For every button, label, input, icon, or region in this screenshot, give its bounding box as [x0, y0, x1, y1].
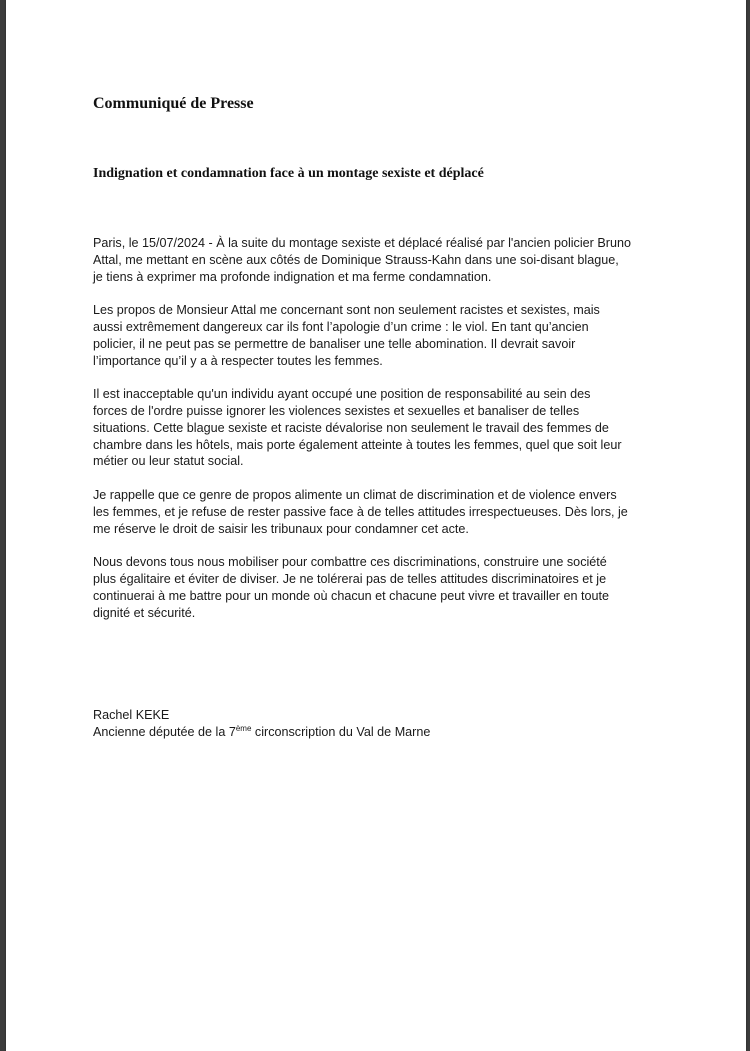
text-line: chambre dans les hôtels, mais porte également atteinte à toutes les femmes, quel que soit leur	[93, 437, 622, 452]
document-subtitle: Indignation et condamnation face à un montage sexiste et déplacé	[93, 166, 484, 181]
signatory-role	[93, 724, 430, 741]
text-line: les femmes, et je refuse de rester passive face à de telles attitudes irrespectueuses. Dès lors, je	[93, 504, 628, 519]
paragraph	[93, 554, 673, 621]
paragraph	[93, 302, 673, 369]
text-line: dignité et sécurité.	[93, 605, 196, 620]
text-line: Paris, le 15/07/2024 - À la suite du montage sexiste et déplacé réalisé par l'ancien policier Bruno	[93, 236, 631, 250]
text-line: Je rappelle que ce genre de propos alimente un climat de discrimination et de violence envers	[93, 487, 617, 502]
text-line: je tiens à exprimer ma profonde indignation et ma ferme condamnation.	[93, 269, 492, 284]
signatory-name: Rachel KEKE	[93, 708, 170, 722]
signatory-role-prefix: Ancienne députée de la 7	[93, 725, 236, 739]
text-line: l’importance qu’il y a à respecter toutes les femmes.	[93, 353, 383, 368]
signature-block	[93, 707, 430, 741]
signatory-role-superscript: ème	[235, 723, 252, 733]
text-line: Attal, me mettant en scène aux côtés de Dominique Strauss-Kahn dans une soi-disant blague,	[93, 252, 619, 267]
text-line: Les propos de Monsieur Attal me concernant sont non seulement racistes et sexistes, mais	[93, 303, 600, 318]
text-line: me réserve le droit de saisir les tribunaux pour condamner cet acte.	[93, 521, 469, 536]
text-line: forces de l'ordre puisse ignorer les violences sexistes et sexuelles et banaliser de telles	[93, 403, 580, 418]
text-line: aussi extrêmement dangereux car ils font l’apologie d’un crime : le viol. En tant qu’ancien	[93, 319, 589, 334]
text-line: plus égalitaire et éviter de diviser. Je ne tolérerai pas de telles attitudes discriminatoires et je	[93, 571, 607, 586]
text-line: policier, il ne peut pas se permettre de banaliser une telle abomination. Il devrait savoir	[93, 336, 576, 351]
text-line: métier ou leur statut social.	[93, 454, 244, 469]
text-line: Nous devons tous nous mobiliser pour combattre ces discriminations, construire une société	[93, 555, 607, 570]
text-line: continuerai à me battre pour un monde où chacun et chacune peut vivre et travailler en toute	[93, 588, 609, 603]
document-body	[93, 235, 673, 638]
document-page	[6, 0, 746, 1051]
signatory-role-suffix: circonscription du Val de Marne	[251, 725, 431, 739]
paragraph	[93, 386, 673, 470]
paragraph	[93, 235, 673, 285]
text-line: Il est inacceptable qu'un individu ayant occupé une position de responsabilité au sein des	[93, 387, 591, 402]
paragraph	[93, 487, 673, 537]
text-line: situations. Cette blague sexiste et raciste dévalorise non seulement le travail des femmes de	[93, 420, 609, 435]
document-title: Communiqué de Presse	[93, 95, 254, 112]
